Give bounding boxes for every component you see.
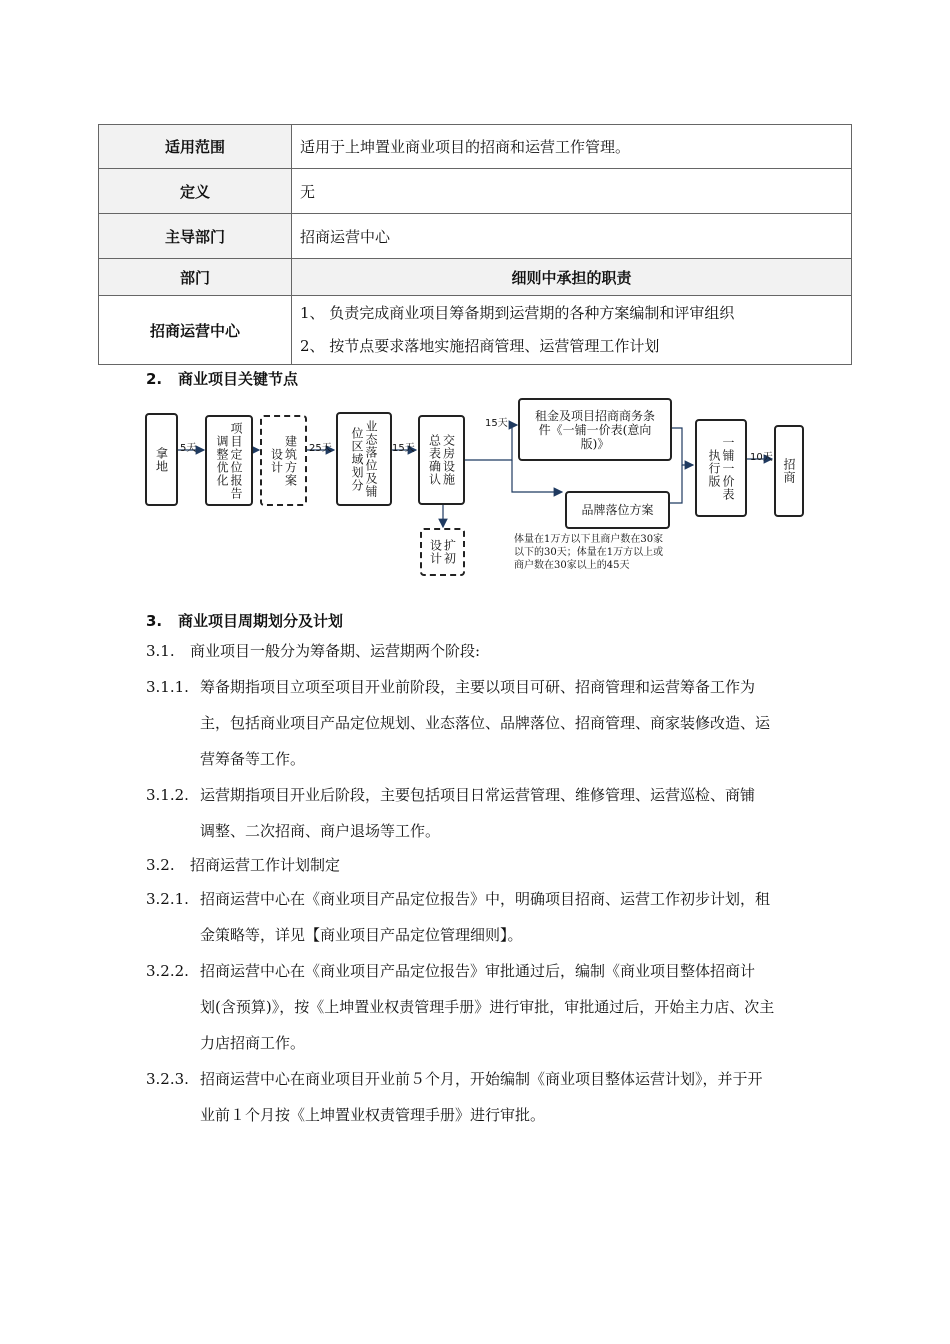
duty-row bbox=[99, 296, 852, 365]
lead-dept-value: 招商运营中心 bbox=[292, 214, 852, 259]
section-3-number: 3. bbox=[146, 612, 163, 630]
duration-label-5: 10天 bbox=[750, 452, 773, 463]
arrow-9 bbox=[670, 465, 682, 503]
paragraph-3-1-1-number: 3.1.1. bbox=[146, 678, 189, 696]
paragraph-3-1-2-line-1: 运营期指项目开业后阶段，主要包括项目日常运营管理、维修管理、运营巡检、商铺 bbox=[200, 786, 756, 804]
header-row bbox=[99, 259, 852, 296]
definition-label: 定义 bbox=[99, 169, 292, 214]
node-land-acquisition-label: 拿地 bbox=[154, 446, 169, 473]
arrow-8 bbox=[672, 428, 693, 465]
section-2-heading bbox=[146, 368, 298, 389]
scope-label: 适用范围 bbox=[99, 125, 292, 169]
node-positioning-report-label: 项目定位报告调整优化 bbox=[215, 421, 243, 500]
node-preliminary-design bbox=[420, 528, 465, 576]
arrow-6 bbox=[465, 425, 517, 460]
info-table bbox=[98, 124, 852, 365]
duty-item-1: 1、 负责完成商业项目筹备期到运营期的各种方案编制和评审组织 bbox=[300, 304, 735, 322]
node-rent-terms-label: 租金及项目招商商务条件《一铺一价表(意向版)》 bbox=[534, 408, 655, 451]
duration-label-1: 5天 bbox=[180, 443, 197, 454]
node-leasing bbox=[774, 425, 804, 517]
node-brand-layout bbox=[565, 491, 670, 529]
paragraph-3-1-2-number: 3.1.2. bbox=[146, 786, 189, 804]
node-zoning-layout-label: 业态落位及铺位区域划分 bbox=[350, 420, 378, 498]
paragraph-3-2-1-number: 3.2.1. bbox=[146, 890, 189, 908]
node-facility-confirmation-label: 交房设施总表确认 bbox=[427, 434, 456, 486]
section-3-title: 商业项目周期划分及计划 bbox=[178, 612, 344, 630]
node-brand-layout-label: 品牌落位方案 bbox=[581, 503, 654, 517]
paragraph-3-2-3-line-2: 业前１个月按《上坤置业权责管理手册》进行审批。 bbox=[200, 1106, 546, 1124]
paragraph-3-2 bbox=[146, 848, 340, 882]
scope-row bbox=[99, 125, 852, 169]
paragraph-3-1-number: 3.1. bbox=[146, 642, 175, 660]
definition-value: 无 bbox=[292, 169, 852, 214]
arrow-7 bbox=[512, 460, 562, 492]
node-price-list-final bbox=[695, 419, 747, 517]
paragraph-3-2-2-line-1: 招商运营中心在《商业项目产品定位报告》审批通过后，编制《商业项目整体招商计 bbox=[200, 962, 756, 980]
duration-label-3: 15天 bbox=[392, 443, 415, 454]
paragraph-3-2-number: 3.2. bbox=[146, 856, 175, 874]
paragraph-3-1-2-line-2: 调整、二次招商、商户退场等工作。 bbox=[200, 822, 441, 840]
node-rent-terms bbox=[518, 398, 672, 461]
node-leasing-label: 招商 bbox=[782, 458, 796, 484]
scope-value: 适用于上坤置业商业项目的招商和运营工作管理。 bbox=[292, 125, 852, 169]
paragraph-3-1-1-line-1: 筹备期指项目立项至项目开业前阶段，主要以项目可研、招商管理和运营筹备工作为 bbox=[200, 678, 756, 696]
node-land-acquisition bbox=[145, 413, 178, 506]
dept-header: 部门 bbox=[99, 259, 292, 296]
node-positioning-report bbox=[205, 415, 253, 506]
paragraph-3-1-1-line-3: 营筹备等工作。 bbox=[200, 750, 306, 768]
section-3-heading bbox=[146, 610, 343, 631]
duration-label-2: 25天 bbox=[309, 443, 332, 454]
duty-item-2: 2、 按节点要求落地实施招商管理、运营管理工作计划 bbox=[300, 337, 660, 355]
paragraph-3-1 bbox=[146, 634, 480, 668]
lead-dept-row bbox=[99, 214, 852, 259]
key-nodes-flowchart bbox=[140, 395, 820, 595]
section-2-number: 2. bbox=[146, 370, 163, 388]
duty-header: 细则中承担的职责 bbox=[292, 259, 852, 296]
paragraph-3-2-2-line-3: 力店招商工作。 bbox=[200, 1034, 306, 1052]
node-zoning-layout bbox=[336, 412, 392, 506]
paragraph-3-2-3-line-1: 招商运营中心在商业项目开业前５个月，开始编制《商业项目整体运营计划》，并于开 bbox=[200, 1070, 763, 1088]
duration-note: 体量在1万方以下且商户数在30家以下的30天；体量在1万方以上或商户数在30家以上的45天 bbox=[514, 534, 664, 571]
node-preliminary-design-label: 扩初设计 bbox=[428, 539, 457, 565]
node-architecture-design-label: 建筑方案设计 bbox=[269, 434, 298, 487]
node-price-list-final-label: 一铺一价表执行版 bbox=[707, 435, 735, 501]
paragraph-3-2-2-line-2: 划(含预算)》，按《上坤置业权责管理手册》进行审批，审批通过后，开始主力店、次主 bbox=[200, 998, 775, 1016]
duty-list bbox=[292, 296, 852, 365]
paragraph-3-2-text: 招商运营工作计划制定 bbox=[190, 856, 341, 874]
node-architecture-design bbox=[260, 415, 307, 506]
definition-row bbox=[99, 169, 852, 214]
paragraph-3-2-2-number: 3.2.2. bbox=[146, 962, 189, 980]
paragraph-3-2-3-number: 3.2.3. bbox=[146, 1070, 189, 1088]
paragraph-3-2-1-line-2: 金策略等，详见【商业项目产品定位管理细则】。 bbox=[200, 926, 523, 944]
section-2-title: 商业项目关键节点 bbox=[178, 370, 299, 388]
paragraph-3-1-text: 商业项目一般分为筹备期、运营期两个阶段: bbox=[190, 642, 481, 660]
node-facility-confirmation bbox=[418, 415, 465, 505]
dept-name: 招商运营中心 bbox=[99, 296, 292, 365]
duration-label-4: 15天 bbox=[485, 418, 508, 429]
paragraph-3-1-1-line-2: 主，包括商业项目产品定位规划、业态落位、品牌落位、招商管理、商家装修改造、运 bbox=[200, 714, 771, 732]
paragraph-3-2-1-line-1: 招商运营中心在《商业项目产品定位报告》中，明确项目招商、运营工作初步计划，租 bbox=[200, 890, 771, 908]
lead-dept-label: 主导部门 bbox=[99, 214, 292, 259]
